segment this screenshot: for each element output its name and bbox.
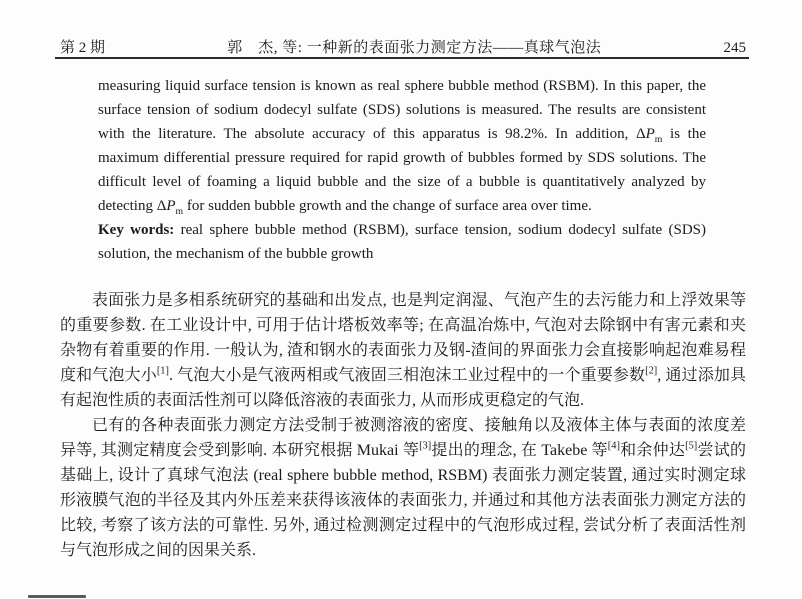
header-rule bbox=[55, 57, 749, 59]
journal-issue: 第 2 期 bbox=[60, 40, 106, 56]
abstract-text: measuring liquid surface tension is known as real sphere bubble method (RSBM). In this paper, the surface tension of sodium dodecyl sulfate (SDS) solutions is measured. The results are consistent with the literature. The absolute accuracy of this apparatus is 98.2%. In addition, $\Delta P_m$ is the maximum differential pressure required for rapid growth of bubbles formed by SDS solutions. The difficult level of foaming a liquid bubble and the size of a bubble is quantitatively analyzed by detecting $\Delta P_m$ for sudden bubble growth and the change of surface area over time. bbox=[98, 78, 706, 217]
body-paragraph-2: 已有的各种表面张力测定方法受制于被测溶液的密度、接触角以及液体主体与表面的浓度差异等, 其测定精度会受到影响. 本研究根据 Mukai 等[3]提出的理念, 在 Takebe 等[4]和余仲达[5]尝试的基础上, 设计了真球气泡法 (real sphere bubble method, RSBM) 表面张力测定装置, 通过实时测定球形液膜气泡的半径及其内外压差来获得该液体的表面张力, 并通过和其他方法表面张力测定方法的比较, 考察了该方法的可靠性. 另外, 通过检测测定过程中的气泡形成过程, 尝试分析了表面活性剂与气泡形成之间的因果关系. bbox=[60, 417, 746, 559]
scan-edge-artifact bbox=[28, 595, 86, 598]
abstract-block bbox=[98, 74, 706, 266]
keywords-line: Key words: real sphere bubble method (RSBM), surface tension, sodium dodecyl sulfate (SDS) solution, the mechanism of the bubble growth bbox=[98, 222, 706, 262]
running-title: 郭 杰, 等: 一种新的表面张力测定方法——真球气泡法 bbox=[227, 40, 602, 56]
running-header bbox=[60, 36, 746, 57]
body-text bbox=[60, 288, 746, 563]
page-number: 245 bbox=[723, 40, 746, 56]
body-paragraph-1: 表面张力是多相系统研究的基础和出发点, 也是判定润湿、气泡产生的去污能力和上浮效果等的重要参数. 在工业设计中, 可用于估计塔板效率等; 在高温冶炼中, 气泡对去除钢中有害元素和夹杂物有着重要的作用. 一般认为, 渣和钢水的表面张力及钢-渣间的界面张力会直接影响起泡难易程度和气泡大小[1]. 气泡大小是气液两相或气液固三相泡沫工业过程中的一个重要参数[2], 通过添加具有起泡性质的表面活性剂可以降低溶液的表面张力, 从而形成更稳定的气泡. bbox=[60, 292, 746, 409]
